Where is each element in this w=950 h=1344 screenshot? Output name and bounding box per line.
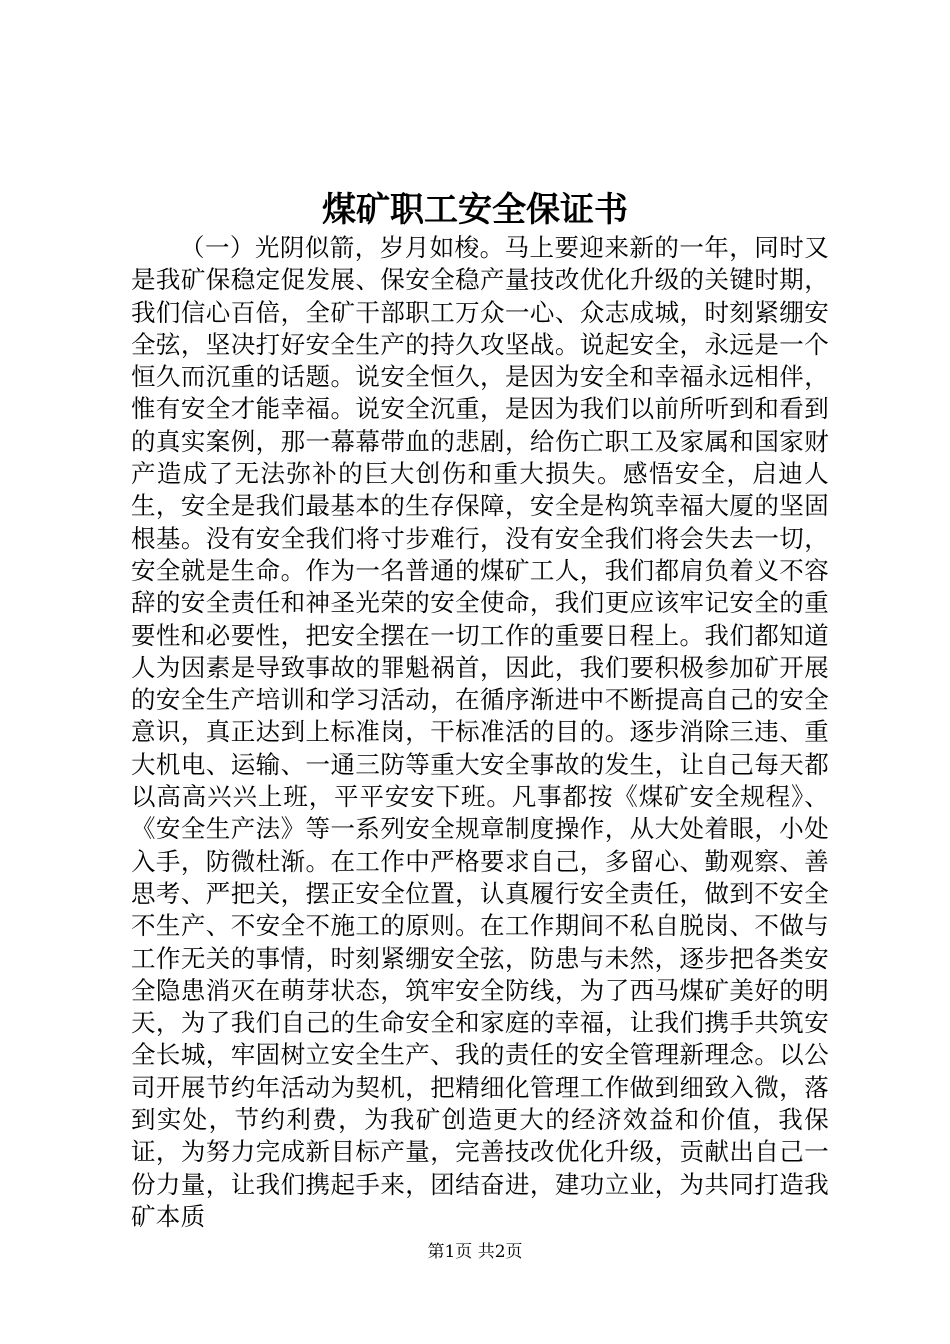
document-title: 煤矿职工安全保证书: [322, 190, 628, 230]
page-number-footer: 第1页 共2页: [427, 1242, 523, 1262]
body-paragraph: （一）光阴似箭，岁月如梭。马上要迎来新的一年，同时又是我矿保稳定促发展、保安全稳产量技改优化升级的关键时期，我们信心百倍，全矿干部职工万众一心、众志成城，时刻紧绷安全弦，坚决打好安全生产的持久攻坚战。说起安全，永远是一个恒久而沉重的话题。说安全恒久，是因为安全和幸福永远相伴，惟有安全才能幸福。说安全沉重，是因为我们以前所听到和看到的真实案例，那一幕幕带血的悲剧，给伤亡职工及家属和国家财产造成了无法弥补的巨大创伤和重大损失。感悟安全，启迪人生，安全是我们最基本的生存保障，安全是构筑幸福大厦的坚固根基。没有安全我们将寸步难行，没有安全我们将会失去一切，安全就是生命。作为一名普通的煤矿工人，我们都肩负着义不容辞的安全责任和神圣光荣的安全使命，我们更应该牢记安全的重要性和必要性，把安全摆在一切工作的重要日程上。我们都知道人为因素是导致事故的罪魁祸首，因此，我们要积极参加矿开展的安全生产培训和学习活动，在循序渐进中不断提高自己的安全意识，真正达到上标准岗，干标准活的目的。逐步消除三违、重大机电、运输、一通三防等重大安全事故的发生，让自己每天都以高高兴兴上班，平平安安下班。凡事都按《煤矿安全规程》、《安全生产法》等一系列安全规章制度操作，从大处着眼，小处入手，防微杜渐。在工作中严格要求自己，多留心、勤观察、善思考、严把关，摆正安全位置，认真履行安全责任，做到不安全不生产、不安全不施工的原则。在工作期间不私自脱岗、不做与工作无关的事情，时刻紧绷安全弦，防患与未然，逐步把各类安全隐患消灭在萌芽状态，筑牢安全防线，为了西马煤矿美好的明天，为了我们自己的生命安全和家庭的幸福，让我们携手共筑安全长城，牢固树立安全生产、我的责任的安全管理新理念。以公司开展节约年活动为契机，把精细化管理工作做到细致入微，落到实处，节约利费，为我矿创造更大的经济效益和价值，我保证，为努力完成新目标产量，完善技改优化升级，贡献出自己一份力量，让我们携起手来，团结奋进，建功立业，为共同打造我矿本质: [131, 233, 829, 1231]
